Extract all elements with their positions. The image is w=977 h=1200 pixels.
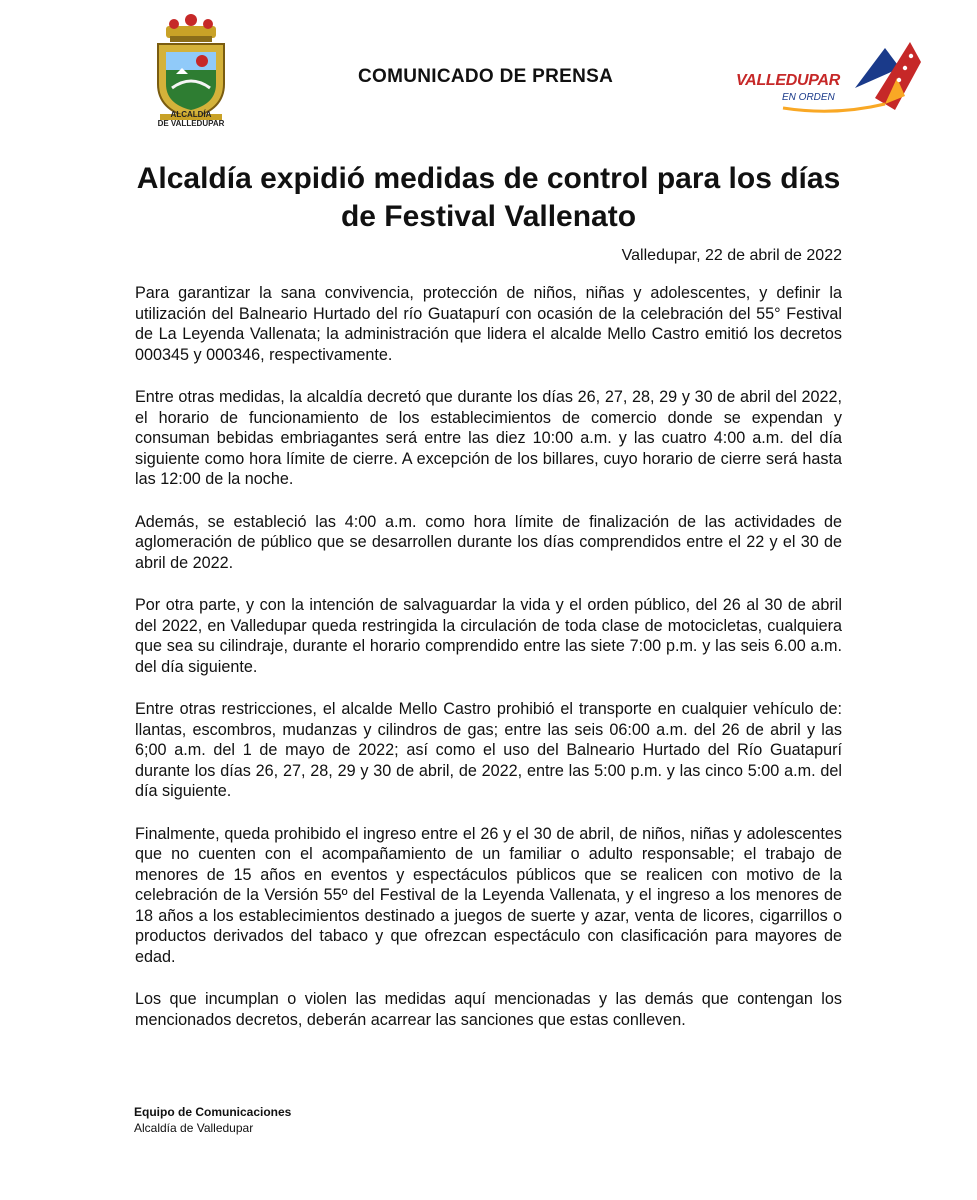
logo-name: VALLEDUPAR (736, 72, 840, 89)
paragraph-2: Entre otras medidas, la alcaldía decretó que durante los días 26, 27, 28, 29 y 30 de abril del 2022, el horario de funcionamiento de los establecimientos de comercio donde se expendan y consuman bebidas embriagantes será entre las diez 10:00 a.m. y las cuatro 4:00 a.m. del día siguiente como hora límite de cierre. A excepción de los billares, cuyo horario de cierre será hasta las 12:00 de la noche. (135, 388, 842, 488)
document-header (0, 0, 977, 140)
crest-caption-line-1: ALCALDÍA (170, 110, 212, 119)
crest-caption-line-2: DE VALLEDUPAR (157, 119, 225, 128)
paragraph-1: Para garantizar la sana convivencia, protección de niños, niñas y adolescentes, y definir la utilización del Balneario Hurtado del río Guatapurí con ocasión de la celebración del 55° Festival de La Leyenda Vallenata; la administración que lidera el alcalde Mello Castro emitió los decretos 000345 y 000346, respectivamente. (135, 284, 842, 364)
paragraph-7: Los que incumplan o violen las medidas aquí mencionadas y las demás que contengan los mencionados decretos, deberán acarrear las sanciones que estas conlleven. (135, 990, 842, 1029)
signature-team: Equipo de Comunicaciones (134, 1105, 292, 1119)
press-release-title: COMUNICADO DE PRENSA (358, 66, 614, 87)
signature-org: Alcaldía de Valledupar (134, 1121, 254, 1135)
logo-tagline: EN ORDEN (782, 92, 835, 103)
dateline: Valledupar, 22 de abril de 2022 (621, 247, 842, 264)
paragraph-4: Por otra parte, y con la intención de salvaguardar la vida y el orden público, del 26 al 30 de abril del 2022, en Valledupar queda restringida la circulación de toda clase de motocicletas, cualquiera que sea su cilindraje, durante el horario comprendido entre las siete 7:00 p.m. y las seis 6.00 a.m. del día siguiente. (135, 596, 842, 676)
article-headline: Alcaldía expidió medidas de control para los días de Festival Vallenato (136, 162, 841, 233)
signature-block (134, 1104, 291, 1136)
crest-caption (133, 110, 249, 128)
paragraph-6: Finalmente, queda prohibido el ingreso entre el 26 y el 30 de abril, de niños, niñas y adolescentes que no cuenten con el acompañamiento de un familiar o adulto responsable; el trabajo de menores de 15 años en eventos y espectáculos públicos que se realicen con motivo de la celebración de la Versión 55º del Festival de la Leyenda Vallenata, y el ingreso a los menores de 18 años a los establecimientos destinado a juegos de suerte y azar, venta de licores, cigarrillos o productos derivados del tabaco y que ofrezcan espectáculo con clasificación para mayores de edad. (135, 824, 842, 966)
paragraph-5: Entre otras restricciones, el alcalde Mello Castro prohibió el transporte en cualquier vehículo de: llantas, escombros, mudanzas y cilindros de gas; entre las seis 06:00 a.m. del 26 de abril y las 6;00 a.m. del 1 de mayo de 2022; así como el uso del Balneario Hurtado del Río Guatapurí durante los días 26, 27, 28, 29 y 30 de abril, de 2022, entre las 5:00 p.m. y las cinco 5:00 a.m. del día siguiente. (135, 700, 842, 800)
article-body (135, 283, 842, 1052)
paragraph-3: Además, se estableció las 4:00 a.m. como hora límite de finalización de las actividades de aglomeración de público que se desarrollen durante los días comprendidos entre el 22 y el 30 de abril de 2022. (135, 512, 842, 572)
